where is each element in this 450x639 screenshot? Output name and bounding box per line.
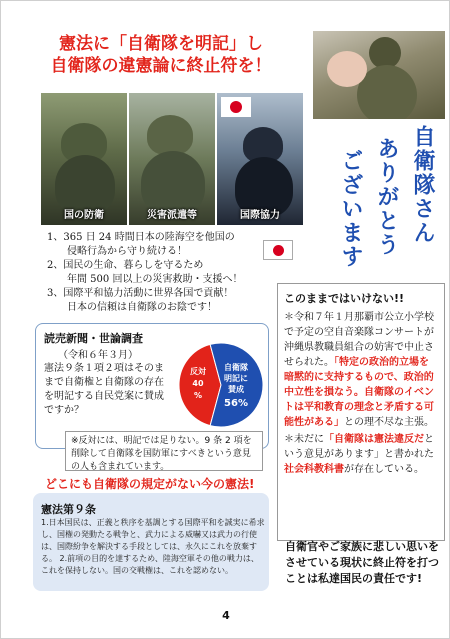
- photo-disaster: [129, 93, 215, 225]
- p1-plain: ＊令和７年１月那覇市公立小学校で予定の空自音楽隊コンサートが沖縄県教職員組合の妨害で中止させられた。: [284, 312, 434, 368]
- point-line: 1、365 日 24 時間日本の陸海空を他国の: [47, 232, 235, 243]
- p2-end: が存在している。: [344, 464, 424, 475]
- pie-label-oppose-pct: 40: [192, 379, 204, 388]
- japan-flag-icon: [263, 240, 293, 260]
- p1-red: 「特定の政治的立場を暗黙的に支持するもので、政治的中立性を損なう。自衛隊のイベントは平和教育の理念と矛盾する可能性がある」: [284, 357, 434, 428]
- photo-caption-defense: 国の防衛: [64, 210, 104, 221]
- photo-caption-disaster: 災害派遣等: [147, 210, 197, 221]
- thanks-message: [323, 125, 441, 275]
- point-line: 日本の信頼は自衛隊のお陰です！: [47, 302, 217, 313]
- point-line: 年間 500 回以上の災害救助・支援へ！: [47, 274, 243, 285]
- point-line: 侵略行為から守り続ける！: [47, 246, 187, 257]
- article9-title: 憲法第９条: [41, 503, 96, 516]
- closing-statement: 自衛官やご家族に悲しい思いをさせている現状に終止符を打つことは私達国民の責任です!: [285, 540, 439, 585]
- article9-body: 1.日本国民は、正義と秩序を基調とする国際平和を誠実に希求し、国権の発動たる戦争と、武力による威嚇又は武力の行使は、国際紛争を解決する手段としては、永久にこれを放棄する。 2.前項の目的を達するため、陸海空軍その他の戦力は、これを保持しない。国の交戦権は、これを認めない。: [41, 518, 265, 575]
- note-box: ※反対には、明記では足りない。9 条 2 項を削除して自衛隊を国防軍にすべきという意見の人も含まれています。: [65, 431, 263, 471]
- pie-label-support-l2: 明記に: [224, 374, 248, 383]
- survey-title: 読売新聞・世論調査: [44, 332, 143, 345]
- survey-date: （令和６年３月）: [58, 350, 138, 361]
- right-box: [277, 283, 445, 541]
- thanks-col3: ございます: [338, 149, 363, 269]
- pie-label-oppose-unit: %: [193, 391, 203, 400]
- p2-plain: ＊未だに: [284, 434, 324, 445]
- photo-international: [217, 93, 303, 225]
- p2-mid: という意見があります」と書かれた: [284, 434, 434, 460]
- point-line: 2、国民の生命、暮らしを守るため: [47, 260, 204, 271]
- headline-line1: 憲法に「自衛隊を明記」し: [59, 34, 263, 54]
- survey-question: 憲法９条１項２項はそのままで自衛権と自衛隊の存在を明記する自民党案に賛成ですか？: [44, 363, 164, 416]
- no-provision-heading: どこにも自衛隊の規定がない今の憲法!: [45, 477, 255, 491]
- p2-red: 「自衛隊は憲法違反だ: [324, 434, 424, 445]
- right-box-paragraph1: [284, 310, 438, 430]
- p2-red2: 社会科教科書: [284, 464, 344, 475]
- headline-line2: 自衛隊の違憲論に終止符を！: [50, 56, 272, 76]
- thanks-col1: 自衛隊さん: [410, 125, 435, 245]
- survey-pie-chart: [176, 340, 266, 430]
- photo-soldier-with-baby: [313, 31, 445, 119]
- photo-defense: [41, 93, 127, 225]
- photo-row: [41, 93, 303, 225]
- page-number: 4: [222, 609, 230, 622]
- pie-label-support-l1: 自衛隊: [224, 363, 248, 372]
- thanks-col2: ありがとう: [374, 137, 399, 257]
- pie-label-support-pct: 56%: [224, 398, 248, 409]
- pie-label-support-l3: 賛成: [228, 385, 244, 394]
- right-box-paragraph2: [284, 432, 438, 477]
- pie-label-oppose: 反対: [190, 367, 206, 376]
- p1-end: との理不尽な主張。: [344, 417, 434, 428]
- article9-box: [33, 493, 269, 591]
- photo-caption-international: 国際協力: [240, 210, 280, 221]
- right-box-title: このままではいけない!!: [284, 292, 405, 305]
- headline: [23, 33, 299, 77]
- point-line: 3、国際平和協力活動に世界各国で貢献！: [47, 288, 234, 299]
